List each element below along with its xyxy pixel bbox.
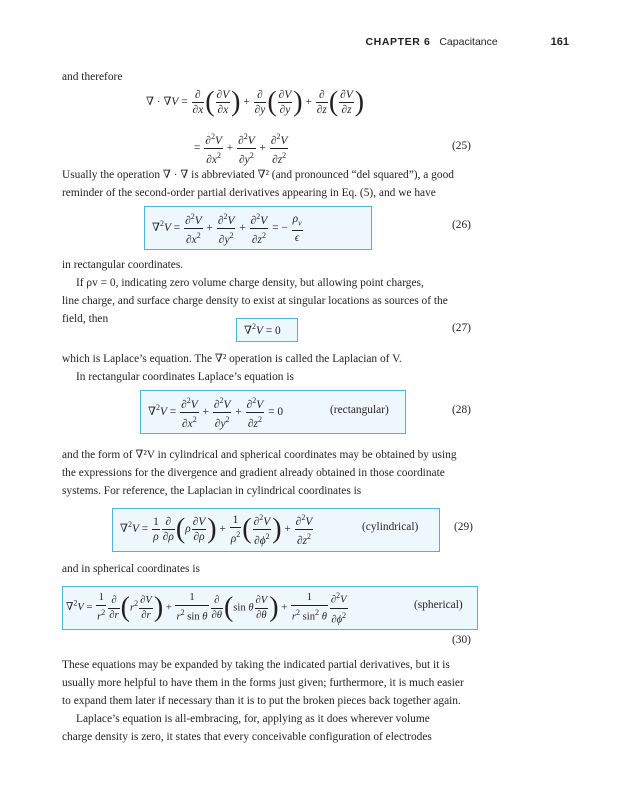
line: the expressions for the divergence and gradient already obtained in those coordinate (62, 467, 445, 479)
line: Laplace’s equation is all-embracing, for, applying as it does wherever volume (76, 713, 430, 725)
line: to expand them later if necessary than it is to put the broken pieces back together again. (62, 695, 461, 707)
paragraph-these (62, 656, 476, 746)
equation-number-30: (30) (452, 634, 471, 646)
label-cylindrical: (cylindrical) (362, 521, 419, 533)
equation-26: ∇$^2$V = $\frac{\partial^2V}{\partial x^2}$ + $\frac{\partial^2V}{\partial y^2}$ + $\frac{\partial^2V}{\partial z^2}$ = − $\frac{\rho_v}{\epsilon}$ (152, 212, 302, 246)
equation-30: ∇$^2$V = $\frac{1}{r^2}$ $\frac{\partial}{\partial r}$ ($r^2$ $\frac{\partial V}{\partial r}$ ) + $\frac{1}{r^2 \sin \theta}$ $\frac{\partial}{\partial\theta}$ (sin θ $\frac{\partial V}{\partial\theta}$ ) + $\frac{1}{r^2 \sin^2 \theta}$ $\frac{\partial^2V}{\partial\phi^2}$ (66, 591, 347, 626)
page-number: 161 (550, 36, 569, 48)
equation-second-partials: = $\frac{\partial^2V}{\partial x^2}$ + $\frac{\partial^2V}{\partial y^2}$ + $\frac{\partial^2V}{\partial z^2}$ (194, 132, 288, 166)
paragraph-and-spherical: and in spherical coordinates is (62, 563, 200, 575)
label-spherical: (spherical) (414, 599, 463, 611)
line: charge density is zero, it states that every conceivable configuration of electrodes (62, 731, 432, 743)
line: field, then (62, 313, 109, 325)
equation-28: ∇$^2$V = $\frac{\partial^2V}{\partial x^2}$ + $\frac{\partial^2V}{\partial y^2}$ + $\frac{\partial^2V}{\partial z^2}$ = 0 (148, 396, 284, 430)
paragraph-usually (62, 166, 476, 202)
chapter-label: CHAPTER 6 (365, 36, 431, 48)
equation-number-26: (26) (452, 219, 471, 231)
line: In rectangular coordinates Laplace’s equation is (76, 371, 294, 383)
equation-number-25: (25) (452, 140, 471, 152)
line: These equations may be expanded by taking the indicated partial derivatives, but it is (62, 659, 450, 671)
paragraph-laplace (62, 350, 476, 386)
chapter-title: Capacitance (439, 36, 498, 48)
equation-number-29: (29) (454, 521, 473, 533)
equation-number-27: (27) (452, 322, 471, 334)
line: If ρv = 0, indicating zero volume charge density, but allowing point charges, (76, 277, 424, 289)
equation-div-grad: ∇ · ∇V = $\frac{\partial}{\partial x}$ ( $\frac{\partial V}{\partial x}$ ) + $\frac{\partial}{\partial y}$ ( $\frac{\partial V}{\partial y}$ ) + $\frac{\partial}{\partial z}$ ( $\frac{\partial V}{\partial z}$ ) (146, 86, 365, 118)
label-rectangular: (rectangular) (330, 404, 389, 416)
equation-29: ∇$^2$V = $\frac{1}{\rho}$ $\frac{\partial}{\partial\rho}$ (ρ $\frac{\partial V}{\partial\rho}$ ) + $\frac{1}{\rho^2}$ ( $\frac{\partial^2V}{\partial\phi^2}$ ) + $\frac{\partial^2V}{\partial z^2}$ (120, 513, 313, 547)
line: Usually the operation ∇ · ∇ is abbreviated ∇² (and pronounced “del squared”), a good (62, 169, 454, 181)
line: which is Laplace’s equation. The ∇² operation is called the Laplacian of V. (62, 353, 402, 365)
line: line charge, and surface charge density to exist at singular locations as sources of the (62, 295, 448, 307)
paragraph-and-therefore: and therefore (62, 71, 123, 83)
line: in rectangular coordinates. (62, 259, 184, 271)
running-header (366, 36, 570, 48)
line: systems. For reference, the Laplacian in cylindrical coordinates is (62, 485, 362, 497)
line: and the form of ∇²V in cylindrical and spherical coordinates may be obtained by using (62, 449, 457, 461)
equation-number-28: (28) (452, 404, 471, 416)
equation-27: ∇$^2$V = 0 (244, 322, 281, 337)
line: usually more helpful to have them in the forms just given; furthermore, it is much easier (62, 677, 464, 689)
paragraph-form (62, 446, 476, 500)
line: reminder of the second-order partial derivatives appearing in Eq. (5), and we have (62, 187, 436, 199)
